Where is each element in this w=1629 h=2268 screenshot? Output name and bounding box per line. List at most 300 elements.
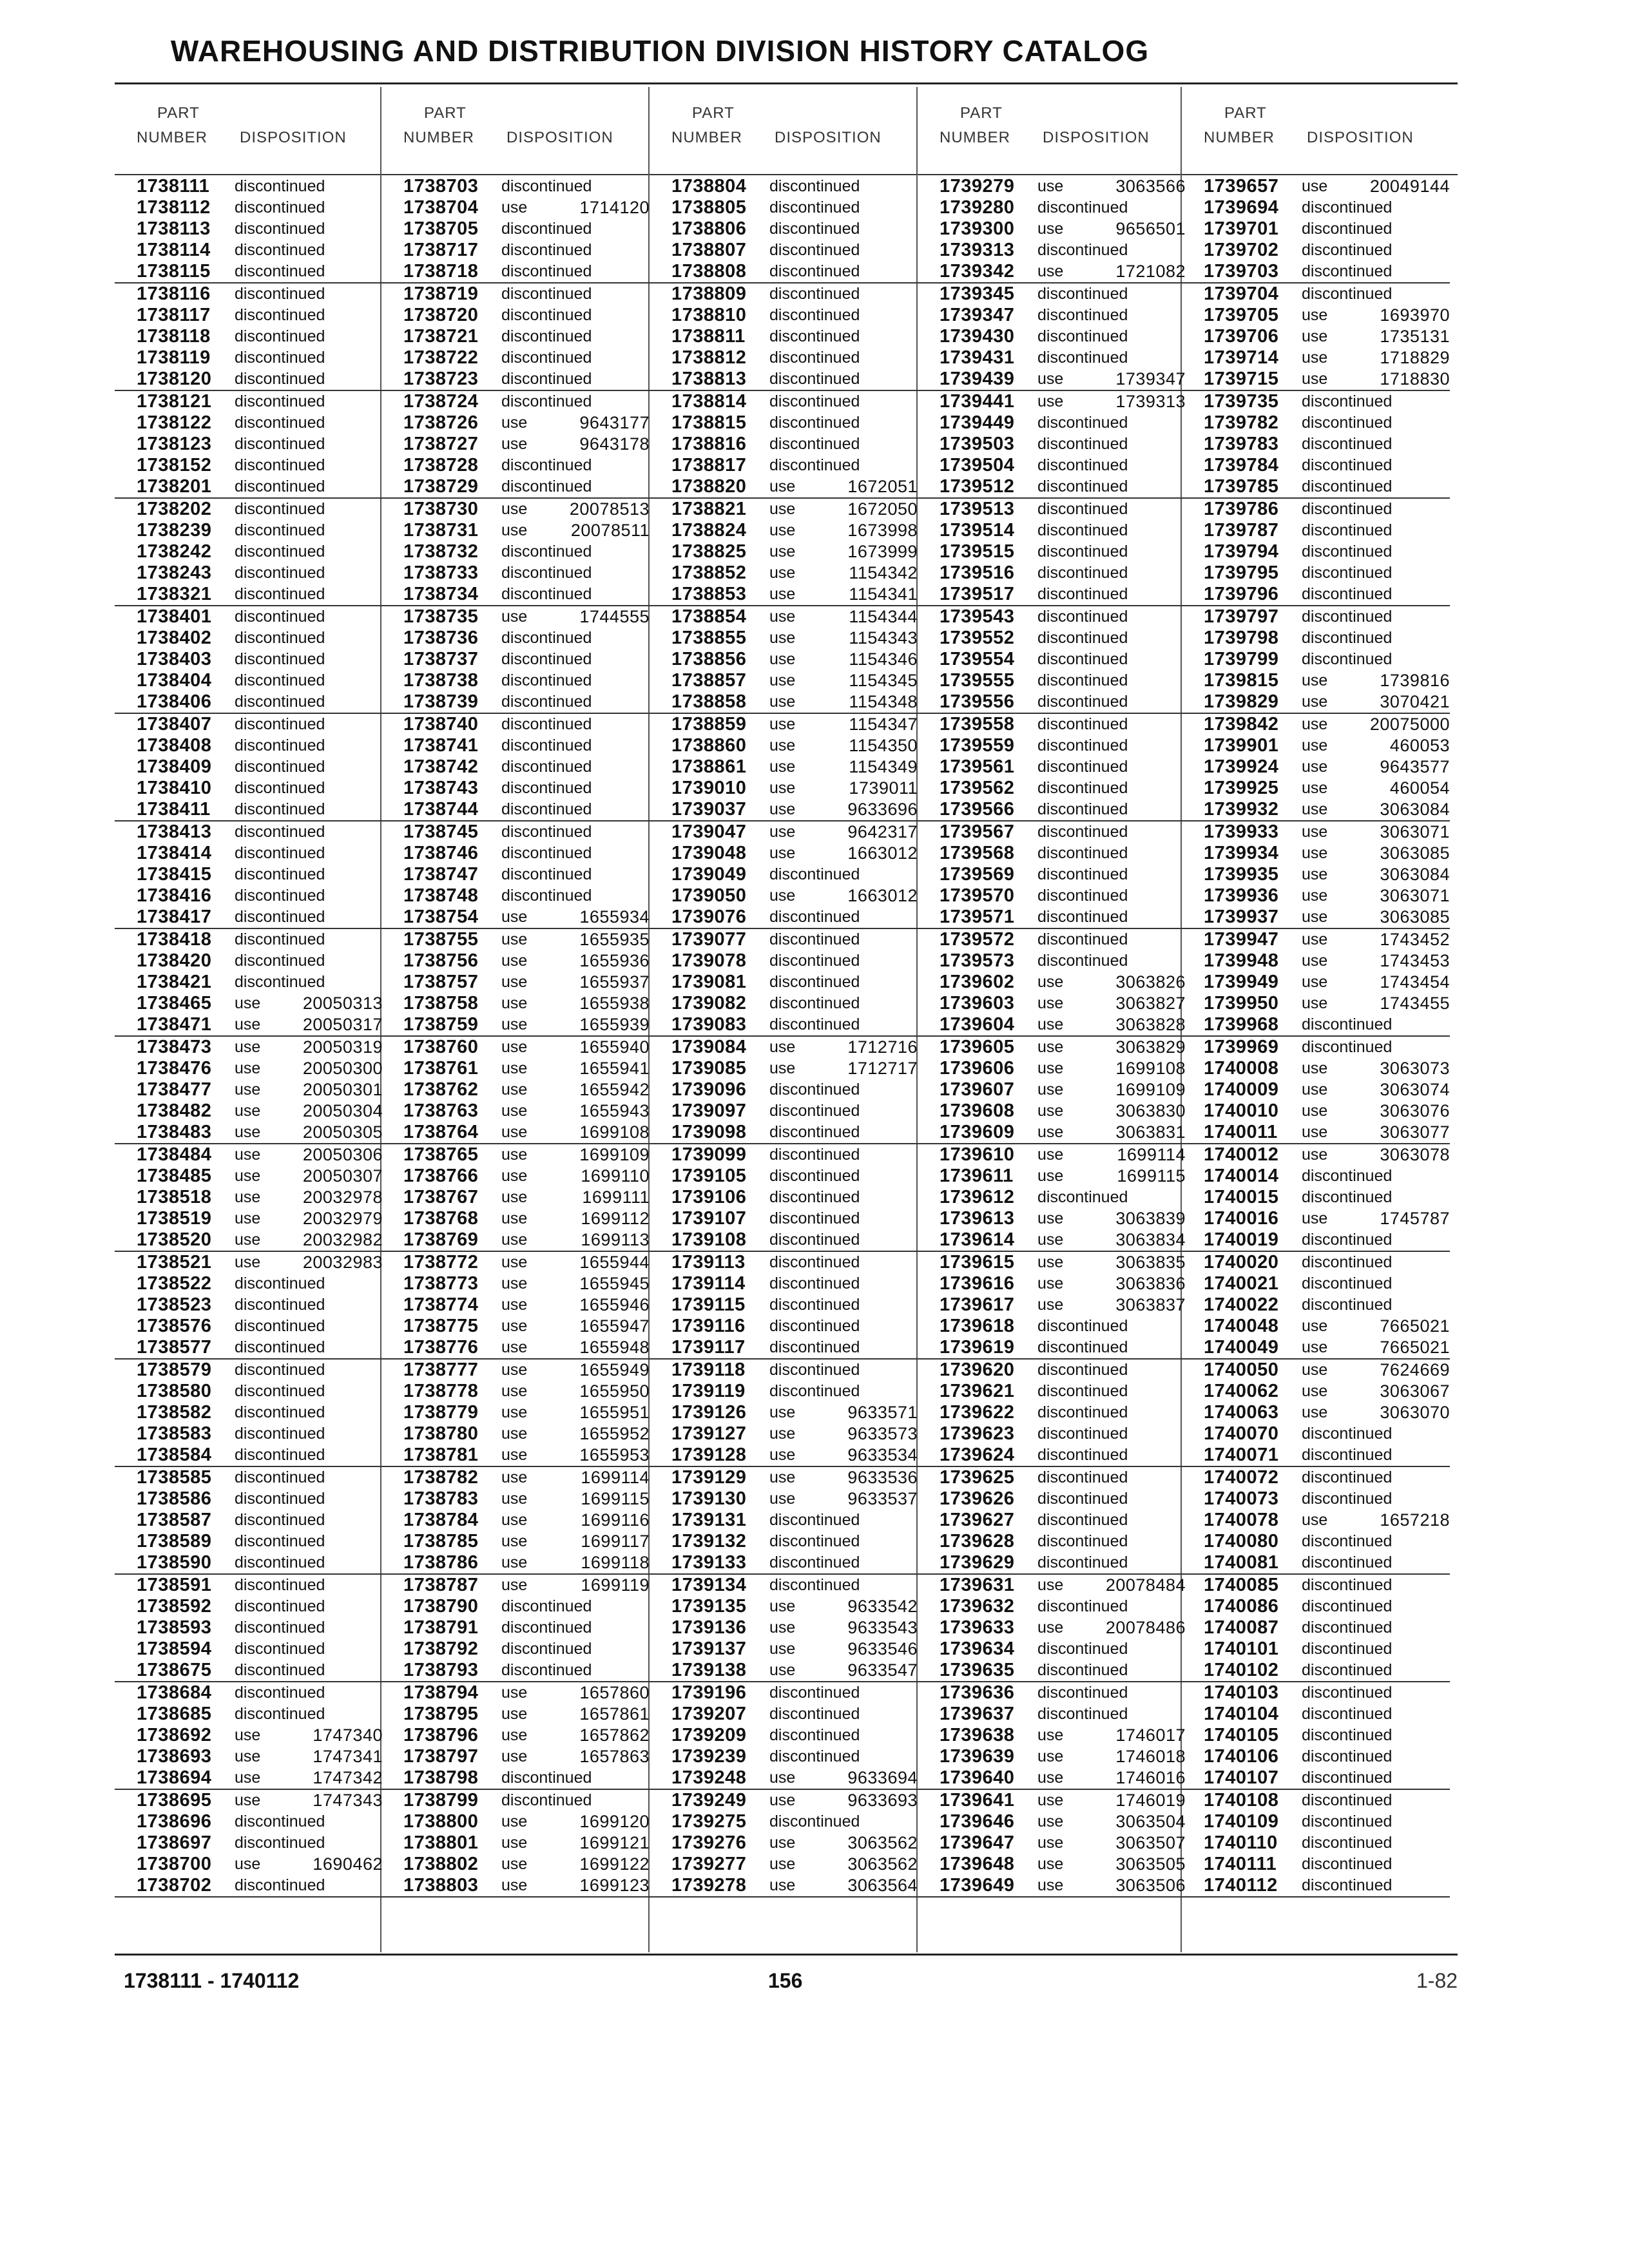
replacement-part: 1657863 (579, 1747, 650, 1766)
disposition: discontinued (1302, 500, 1393, 518)
disposition: discontinued (769, 220, 860, 238)
disposition: discontinued (769, 1553, 860, 1571)
disposition: use (235, 994, 261, 1012)
table-row (918, 929, 1186, 950)
table-row (115, 1467, 383, 1488)
replacement-part: 1735131 (1380, 327, 1450, 346)
header-part-label: PART (1224, 104, 1267, 122)
table-row (381, 1144, 650, 1166)
replacement-part: 1747342 (313, 1768, 383, 1787)
part-number: 1739138 (671, 1660, 747, 1680)
disposition: discontinued (1302, 629, 1393, 647)
disposition: use (769, 800, 796, 818)
part-number: 1738800 (403, 1811, 479, 1832)
disposition: use (501, 1855, 528, 1873)
replacement-part: 3063084 (1380, 865, 1450, 884)
table-row (1182, 843, 1450, 864)
disposition: discontinued (1037, 908, 1128, 926)
part-number: 1739613 (940, 1208, 1015, 1229)
disposition: discontinued (235, 1274, 325, 1293)
replacement-part: 1154345 (849, 671, 918, 690)
part-number: 1738120 (137, 369, 212, 389)
table-row (650, 972, 918, 993)
table-row (115, 1273, 383, 1294)
table-row (650, 628, 918, 649)
table-row (650, 326, 918, 347)
disposition: discontinued (769, 285, 860, 303)
part-number: 1738417 (137, 907, 212, 927)
disposition: discontinued (235, 241, 325, 259)
table-row (115, 1100, 383, 1122)
table-row (1182, 305, 1450, 326)
part-number: 1740111 (1204, 1854, 1277, 1874)
disposition: use (501, 908, 528, 926)
disposition: use (1302, 671, 1328, 689)
part-number: 1738114 (137, 240, 211, 260)
part-number: 1738692 (137, 1725, 212, 1745)
replacement-part: 1655939 (579, 1015, 650, 1034)
disposition: use (1302, 994, 1328, 1012)
part-number: 1738734 (403, 584, 479, 604)
table-row (1182, 950, 1450, 972)
part-number: 1739503 (940, 434, 1015, 454)
table-row (650, 1208, 918, 1229)
table-row (115, 1014, 383, 1037)
replacement-part: 1154343 (849, 628, 918, 648)
replacement-part: 1699109 (579, 1145, 650, 1164)
part-number: 1739640 (940, 1767, 1015, 1788)
table-row (1182, 369, 1450, 391)
table-row (381, 1122, 650, 1144)
replacement-part: 3063834 (1115, 1230, 1186, 1249)
disposition: discontinued (1037, 608, 1128, 626)
replacement-part: 460053 (1389, 736, 1450, 755)
table-row (1182, 1144, 1450, 1166)
replacement-part: 9643577 (1380, 757, 1450, 776)
table-row (115, 261, 383, 284)
table-row (918, 284, 1186, 305)
disposition: discontinued (235, 198, 325, 216)
part-number: 1738804 (671, 176, 747, 197)
replacement-part: 3063074 (1380, 1080, 1450, 1099)
replacement-part: 3063829 (1115, 1037, 1186, 1057)
table-row (115, 476, 383, 499)
table-row (115, 369, 383, 391)
disposition: discontinued (1302, 1296, 1393, 1314)
disposition: use (1037, 1812, 1064, 1831)
table-row (381, 907, 650, 929)
part-number: 1738759 (403, 1014, 479, 1035)
replacement-part: 20078511 (570, 521, 650, 540)
part-number: 1739277 (671, 1854, 747, 1874)
table-row (115, 799, 383, 822)
part-number: 1739622 (940, 1402, 1015, 1423)
table-row (115, 1037, 383, 1058)
table-row (650, 1575, 918, 1596)
replacement-part: 1663012 (847, 843, 918, 863)
table-row (650, 1531, 918, 1552)
disposition: use (769, 1834, 796, 1852)
part-number: 1740087 (1204, 1617, 1279, 1638)
part-number: 1739048 (671, 843, 747, 863)
part-number: 1738482 (137, 1100, 212, 1121)
table-row (381, 1208, 650, 1229)
part-number: 1739635 (940, 1660, 1015, 1680)
table-row (918, 649, 1186, 670)
table-row (115, 1360, 383, 1381)
disposition: discontinued (235, 823, 325, 841)
table-row (918, 778, 1186, 799)
table-row (381, 691, 650, 714)
part-number: 1738744 (403, 799, 479, 820)
part-number: 1738484 (137, 1144, 212, 1165)
part-number: 1738741 (403, 735, 479, 756)
replacement-part: 1712716 (847, 1037, 918, 1057)
replacement-part: 3063071 (1380, 822, 1450, 841)
table-row (115, 541, 383, 562)
part-number: 1740050 (1204, 1360, 1279, 1380)
table-row (918, 1166, 1186, 1187)
part-number: 1738407 (137, 714, 212, 735)
header-part-label: PART (424, 104, 467, 122)
part-number: 1739342 (940, 261, 1015, 282)
part-number: 1739504 (940, 455, 1015, 476)
part-number: 1739735 (1204, 391, 1279, 412)
disposition: use (1302, 844, 1328, 862)
replacement-part: 1699119 (581, 1575, 650, 1595)
replacement-part: 1743454 (1380, 972, 1450, 992)
disposition: use (1037, 1855, 1064, 1873)
table-row (115, 691, 383, 714)
part-number: 1739798 (1204, 628, 1279, 648)
part-number: 1739786 (1204, 499, 1279, 519)
part-number: 1739607 (940, 1079, 1015, 1100)
disposition: discontinued (1037, 564, 1128, 582)
disposition: use (769, 477, 796, 495)
table-row (650, 1037, 918, 1058)
table-row (381, 412, 650, 434)
disposition: discontinued (235, 736, 325, 754)
table-row (650, 1704, 918, 1725)
part-number: 1738421 (137, 972, 212, 992)
disposition: discontinued (1302, 477, 1393, 495)
part-number: 1739096 (671, 1079, 747, 1100)
part-number: 1738743 (403, 778, 479, 798)
header-part-label: PART (157, 104, 200, 122)
part-number: 1738785 (403, 1531, 479, 1552)
table-row (115, 1767, 383, 1790)
disposition: discontinued (1302, 1167, 1393, 1185)
part-number: 1738745 (403, 822, 479, 842)
table-row (381, 197, 650, 218)
table-row (1182, 1617, 1450, 1639)
disposition: discontinued (1037, 779, 1128, 797)
part-number: 1739634 (940, 1639, 1015, 1659)
part-number: 1738523 (137, 1294, 212, 1315)
table-row (1182, 391, 1450, 412)
part-number: 1738720 (403, 305, 479, 325)
part-number: 1740021 (1204, 1273, 1279, 1294)
table-row (650, 562, 918, 584)
disposition: use (501, 1253, 528, 1271)
part-number: 1739300 (940, 218, 1015, 239)
table-row (918, 584, 1186, 606)
disposition: discontinued (769, 1253, 860, 1271)
part-number: 1739276 (671, 1832, 747, 1853)
table-row (650, 1746, 918, 1767)
table-row (650, 1079, 918, 1100)
disposition: use (769, 1403, 796, 1421)
disposition: discontinued (501, 241, 592, 259)
table-row (918, 1854, 1186, 1875)
replacement-part: 20050307 (302, 1166, 383, 1186)
disposition: discontinued (1302, 1876, 1393, 1894)
part-number: 1740012 (1204, 1144, 1279, 1165)
table-row (918, 950, 1186, 972)
disposition: discontinued (769, 1296, 860, 1314)
disposition: discontinued (501, 715, 592, 733)
disposition: discontinued (769, 1382, 860, 1400)
table-row (115, 1423, 383, 1445)
part-number: 1740063 (1204, 1402, 1279, 1423)
part-number: 1738477 (137, 1079, 212, 1100)
disposition: use (501, 1081, 528, 1099)
disposition: discontinued (1037, 543, 1128, 561)
disposition: discontinued (235, 1446, 325, 1464)
replacement-part: 9633534 (847, 1445, 918, 1465)
part-number: 1738719 (403, 284, 479, 304)
disposition: use (769, 844, 796, 862)
part-number: 1740081 (1204, 1552, 1279, 1573)
part-number: 1739313 (940, 240, 1015, 260)
disposition: use (501, 414, 528, 432)
part-number: 1738705 (403, 218, 479, 239)
table-row (115, 284, 383, 305)
disposition: discontinued (1037, 887, 1128, 905)
table-row (381, 1423, 650, 1445)
disposition: use (1302, 973, 1328, 991)
disposition: discontinued (1302, 1038, 1393, 1056)
table-row (381, 606, 650, 628)
part-number: 1739249 (671, 1790, 747, 1811)
part-number: 1739517 (940, 584, 1015, 604)
disposition: use (235, 1015, 261, 1033)
table-row (115, 843, 383, 864)
table-row (650, 1552, 918, 1575)
table-row (115, 176, 383, 197)
table-row (1182, 1725, 1450, 1746)
part-number: 1738860 (671, 735, 747, 756)
table-row (381, 434, 650, 455)
table-row (650, 261, 918, 284)
table-row (918, 476, 1186, 499)
table-row (381, 1488, 650, 1510)
replacement-part: 1655948 (579, 1338, 650, 1357)
part-number: 1738593 (137, 1617, 212, 1638)
disposition: discontinued (235, 1511, 325, 1529)
table-row (650, 1166, 918, 1187)
part-number: 1739347 (940, 305, 1015, 325)
table-row (650, 1875, 918, 1898)
disposition: use (235, 1081, 261, 1099)
part-number: 1739129 (671, 1467, 747, 1488)
table-row (1182, 1704, 1450, 1725)
table-row (918, 1682, 1186, 1704)
table-row (918, 347, 1186, 369)
disposition: discontinued (1037, 1468, 1128, 1486)
header-disposition-label: DISPOSITION (1307, 129, 1414, 146)
replacement-part: 3063504 (1115, 1812, 1186, 1831)
part-number: 1738404 (137, 670, 212, 691)
part-number: 1739098 (671, 1122, 747, 1142)
disposition: discontinued (769, 370, 860, 388)
replacement-part: 3063836 (1115, 1274, 1186, 1293)
disposition: discontinued (1037, 241, 1128, 259)
table-row (115, 391, 383, 412)
table-row (918, 1122, 1186, 1144)
table-row (650, 864, 918, 885)
disposition: use (1302, 1146, 1328, 1164)
disposition: discontinued (235, 585, 325, 603)
disposition: discontinued (235, 800, 325, 818)
part-number: 1738782 (403, 1467, 479, 1488)
table-row (650, 735, 918, 756)
table-row (115, 1854, 383, 1875)
disposition: discontinued (1302, 1274, 1393, 1293)
disposition: use (501, 1361, 528, 1379)
replacement-part: 1655940 (579, 1037, 650, 1057)
table-row (918, 1208, 1186, 1229)
part-number: 1739610 (940, 1144, 1015, 1165)
disposition: use (1037, 1769, 1064, 1787)
replacement-part: 1154346 (849, 649, 918, 669)
replacement-part: 9642317 (847, 822, 918, 841)
disposition: use (501, 435, 528, 453)
disposition: use (501, 1403, 528, 1421)
part-number: 1739515 (940, 541, 1015, 562)
disposition: discontinued (769, 1146, 860, 1164)
table-row (115, 1660, 383, 1682)
table-row (381, 1166, 650, 1187)
part-number: 1738590 (137, 1552, 212, 1573)
disposition: discontinued (235, 1597, 325, 1615)
table-row (650, 1144, 918, 1166)
disposition: discontinued (501, 865, 592, 883)
part-number: 1739132 (671, 1531, 747, 1552)
table-row (1182, 1445, 1450, 1467)
table-row (918, 197, 1186, 218)
table-row (381, 1273, 650, 1294)
part-number: 1739602 (940, 972, 1015, 992)
header-number-label: NUMBER (940, 129, 1011, 146)
disposition: discontinued (1037, 671, 1128, 689)
table-row (1182, 562, 1450, 584)
part-number: 1738718 (403, 261, 479, 282)
table-row (381, 714, 650, 735)
disposition: discontinued (1037, 1661, 1128, 1679)
table-row (1182, 1187, 1450, 1208)
disposition: discontinued (501, 1640, 592, 1658)
disposition: use (1037, 392, 1064, 410)
table-row (115, 1510, 383, 1531)
part-number: 1739047 (671, 822, 747, 842)
disposition: use (769, 1425, 796, 1443)
replacement-part: 1699120 (579, 1812, 650, 1831)
disposition: discontinued (769, 994, 860, 1012)
replacement-part: 1739816 (1380, 671, 1450, 690)
disposition: use (1037, 1296, 1064, 1314)
part-number: 1738592 (137, 1596, 212, 1617)
part-number: 1738813 (671, 369, 747, 389)
disposition: discontinued (235, 1684, 325, 1702)
part-number: 1739783 (1204, 434, 1279, 454)
table-row (1182, 1596, 1450, 1617)
replacement-part: 1747340 (313, 1725, 383, 1745)
disposition: use (769, 1468, 796, 1486)
replacement-part: 20032982 (302, 1230, 383, 1249)
table-row (115, 412, 383, 434)
table-row (1182, 197, 1450, 218)
disposition: discontinued (1302, 650, 1393, 668)
part-number: 1739796 (1204, 584, 1279, 604)
disposition: discontinued (1302, 1661, 1393, 1679)
table-row (650, 1252, 918, 1273)
disposition: use (1037, 1791, 1064, 1809)
table-row (115, 1166, 383, 1187)
table-row (381, 1037, 650, 1058)
disposition: discontinued (501, 285, 592, 303)
table-row (1182, 1208, 1450, 1229)
table-row (1182, 778, 1450, 799)
table-row (381, 369, 650, 391)
table-row (381, 735, 650, 756)
part-number: 1740016 (1204, 1208, 1279, 1229)
disposition: discontinued (769, 262, 860, 280)
part-number: 1739279 (940, 176, 1015, 197)
part-number: 1738519 (137, 1208, 212, 1229)
disposition: discontinued (1037, 650, 1128, 668)
table-row (115, 499, 383, 520)
part-number: 1739627 (940, 1510, 1015, 1530)
table-row (115, 1381, 383, 1402)
replacement-part: 1657861 (579, 1704, 650, 1724)
replacement-part: 3063506 (1115, 1876, 1186, 1895)
disposition: use (1302, 327, 1328, 345)
table-row (1182, 1510, 1450, 1531)
disposition: use (769, 543, 796, 561)
disposition: use (769, 671, 796, 689)
part-number: 1738728 (403, 455, 479, 476)
disposition: use (1302, 306, 1328, 324)
disposition: discontinued (235, 1812, 325, 1831)
disposition: discontinued (1037, 521, 1128, 539)
top-rule (115, 82, 1458, 84)
part-number: 1740015 (1204, 1187, 1279, 1207)
part-number: 1738116 (137, 284, 211, 304)
table-row (115, 197, 383, 218)
table-row (1182, 1552, 1450, 1575)
table-row (1182, 1467, 1450, 1488)
part-number: 1739948 (1204, 950, 1279, 971)
table-row (918, 1381, 1186, 1402)
part-number: 1739049 (671, 864, 747, 885)
table-row (381, 261, 650, 284)
table-row (918, 714, 1186, 735)
replacement-part: 1699111 (582, 1187, 650, 1207)
part-number: 1738815 (671, 412, 747, 433)
disposition: discontinued (1302, 564, 1393, 582)
table-row (381, 1294, 650, 1316)
